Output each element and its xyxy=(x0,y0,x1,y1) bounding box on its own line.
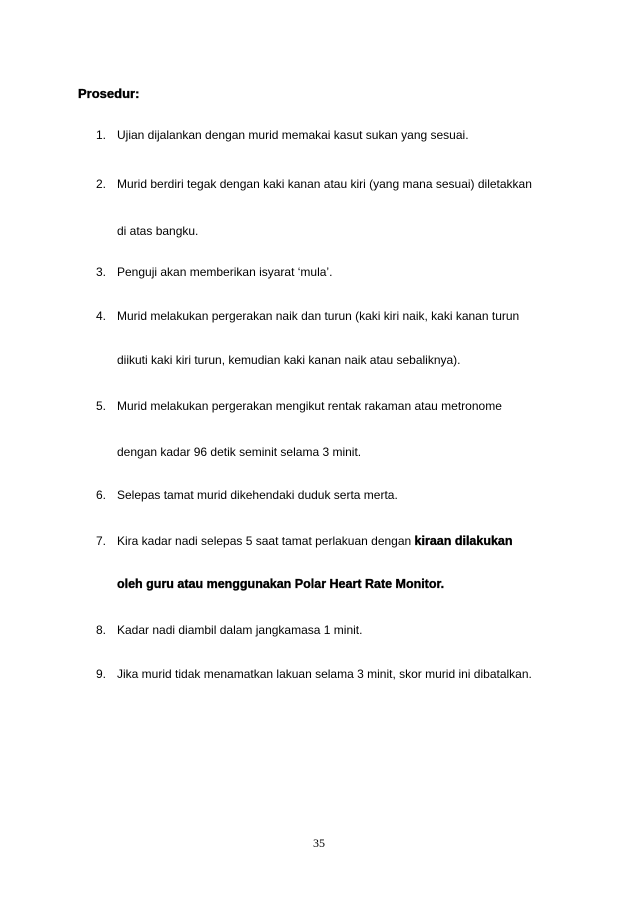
item-number: 3. xyxy=(96,265,107,279)
item-number: 9. xyxy=(96,667,107,681)
page-number: 35 xyxy=(313,836,325,850)
item-text: Kadar nadi diambil dalam jangkamasa 1 minit. xyxy=(117,623,363,637)
item-text-bold: kiraan dilakukan xyxy=(414,534,513,548)
item-number: 5. xyxy=(96,399,107,413)
item-text-continued: dengan kadar 96 detik seminit selama 3 minit. xyxy=(117,445,362,459)
item-number: 2. xyxy=(96,177,107,191)
item-text: Murid berdiri tegak dengan kaki kanan atau kiri (yang mana sesuai) diletakkan xyxy=(117,177,532,191)
section-heading: Prosedur: xyxy=(78,86,140,101)
item-text: Ujian dijalankan dengan murid memakai kasut sukan yang sesuai. xyxy=(117,128,469,142)
item-text: Murid melakukan pergerakan naik dan turun (kaki kiri naik, kaki kanan turun xyxy=(117,309,520,323)
item-text xyxy=(117,534,513,548)
item-text: Murid melakukan pergerakan mengikut rentak rakaman atau metronome xyxy=(117,399,502,413)
item-number: 7. xyxy=(96,534,107,548)
item-text-continued: di atas bangku. xyxy=(117,224,199,238)
item-text-continued-bold: oleh guru atau menggunakan Polar Heart Rate Monitor. xyxy=(117,577,445,591)
item-text: Penguji akan memberikan isyarat ‘mula’. xyxy=(117,265,333,279)
item-text: Selepas tamat murid dikehendaki duduk serta merta. xyxy=(117,488,398,502)
item-number: 1. xyxy=(96,128,107,142)
item-text-continued: diikuti kaki kiri turun, kemudian kaki kanan naik atau sebaliknya). xyxy=(117,353,461,367)
item-number: 8. xyxy=(96,623,107,637)
item-text-plain: Kira kadar nadi selepas 5 saat tamat perlakuan dengan xyxy=(117,534,415,548)
item-text: Jika murid tidak menamatkan lakuan selama 3 minit, skor murid ini dibatalkan. xyxy=(117,667,532,681)
item-number: 6. xyxy=(96,488,107,502)
item-number: 4. xyxy=(96,309,107,323)
